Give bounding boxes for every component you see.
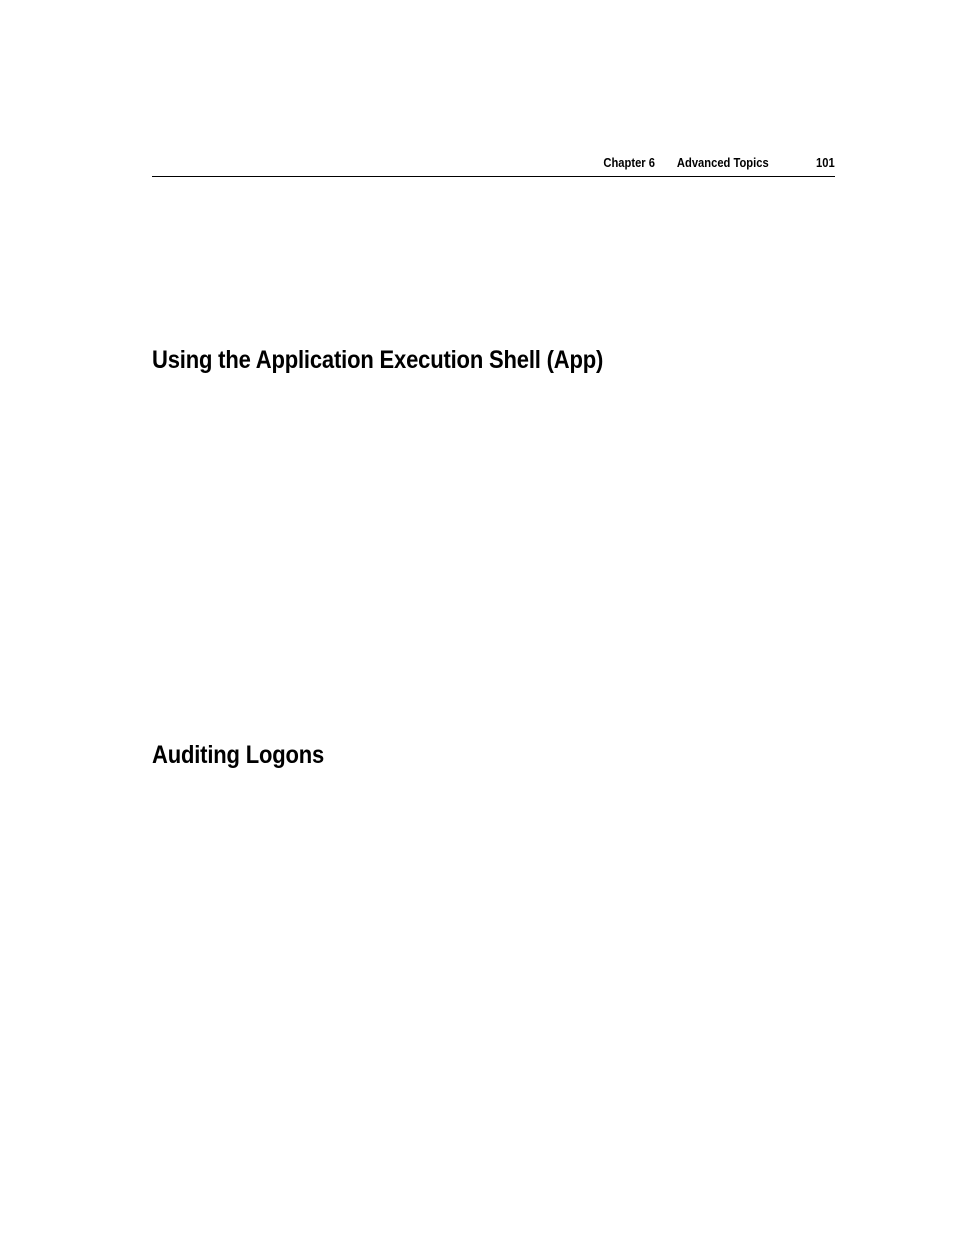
running-header [152, 154, 835, 177]
header-chapter: Chapter 6 [603, 155, 655, 170]
section-heading-app-shell: Using the Application Execution Shell (App) [152, 346, 604, 374]
header-section-title: Advanced Topics [677, 155, 769, 170]
section-heading-auditing-logons: Auditing Logons [152, 741, 325, 769]
page-number: 101 [816, 155, 835, 170]
